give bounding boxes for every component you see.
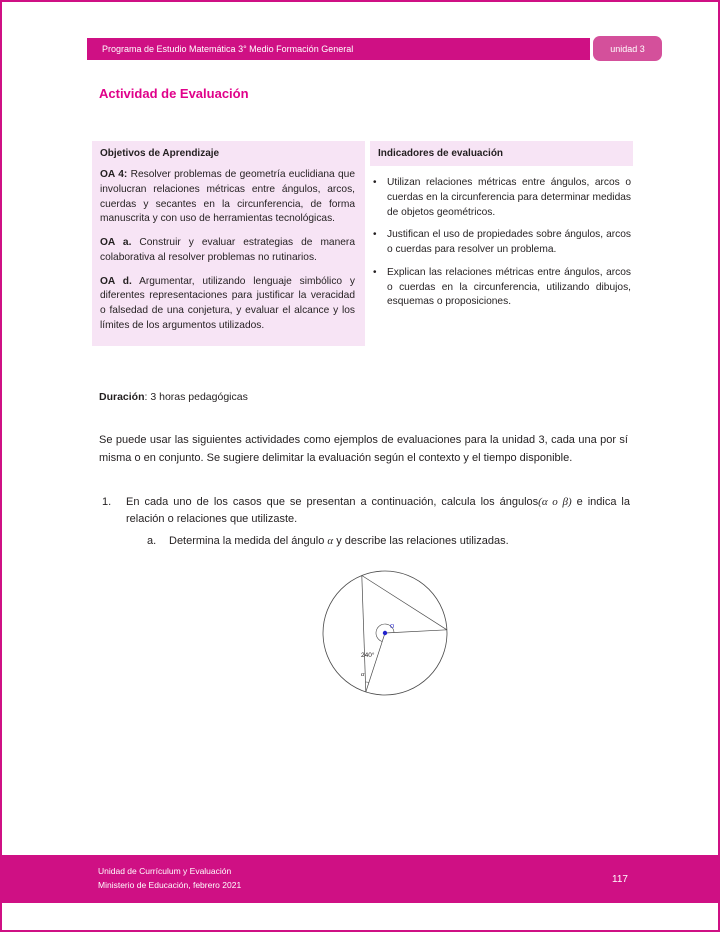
objective-oa4-text: Resolver problemas de geometría euclidiana que involucran relaciones métricas entre ángulos, arcos, cuerdas y secantes en la circunferencia, de forma manuscrita y con uso de herramientas tecnológicas. bbox=[100, 169, 355, 225]
bullet-icon: • bbox=[373, 266, 377, 278]
objectives-table bbox=[92, 141, 633, 346]
question-1a bbox=[147, 533, 627, 550]
question-1a-text-pre: Determina la medida del ángulo bbox=[169, 535, 328, 547]
center-label: O bbox=[390, 624, 395, 630]
indicators-header: Indicadores de evaluación bbox=[370, 141, 633, 166]
footer-line2: Ministerio de Educación, febrero 2021 bbox=[98, 880, 242, 890]
bullet-icon: • bbox=[373, 177, 377, 188]
indicator-text: Utilizan relaciones métricas entre ángulos, arcos o cuerdas en la circunferencia para determinar medidas de objetos geométricos. bbox=[387, 177, 631, 218]
central-angle-label: 240° bbox=[361, 652, 375, 659]
chord-ab bbox=[362, 576, 447, 630]
indicator-text: Explican las relaciones métricas entre ángulos, arcos o cuerdas en la circunferencia, utilizando dibujos, esquemas o proposiciones. bbox=[387, 266, 631, 308]
page-title: Actividad de Evaluación bbox=[99, 86, 249, 101]
objective-oaa bbox=[100, 236, 355, 266]
bullet-icon: • bbox=[373, 229, 377, 241]
objectives-header: Objetivos de Aprendizaje bbox=[100, 148, 220, 159]
indicators-column bbox=[370, 141, 633, 346]
objective-oa4 bbox=[100, 168, 355, 227]
page-number: 117 bbox=[612, 873, 628, 885]
objectives-column bbox=[92, 141, 365, 346]
question-1-math: (α o β) bbox=[538, 496, 572, 508]
objective-oad-text: Argumentar, utilizando lenguaje simbólico y diferentes representaciones para justificar la veracidad o falsedad de una conjetura, y evaluar el alcance y los límites de los argumentos utilizados. bbox=[100, 275, 355, 332]
footer-line1: Unidad de Currículum y Evaluación bbox=[98, 866, 232, 877]
unit-badge bbox=[593, 36, 662, 61]
duration-label: Duración bbox=[99, 391, 145, 403]
duration-line bbox=[99, 391, 248, 403]
radius-oc bbox=[366, 633, 385, 692]
question-1-text bbox=[126, 494, 630, 528]
intro-paragraph: Se puede usar las siguientes actividades como ejemplos de evaluaciones para la unidad 3, cada una por sí misma o en conjunto. Se sugiere delimitar la evaluación según el contexto y el tiempo disponible. bbox=[99, 434, 628, 464]
circle-geometry-figure bbox=[305, 558, 475, 708]
objective-oad-label: OA d. bbox=[100, 275, 132, 287]
duration-value: : 3 horas pedagógicas bbox=[144, 391, 248, 403]
objective-oaa-label: OA a. bbox=[100, 237, 132, 249]
objective-oad bbox=[100, 275, 355, 334]
indicators-list bbox=[370, 176, 633, 310]
question-1-text-post: e indica la relación o relaciones que utilizaste. bbox=[126, 496, 630, 526]
question-1a-number: a. bbox=[147, 535, 157, 547]
center-point bbox=[383, 631, 387, 635]
objective-oa4-label: OA 4: bbox=[100, 169, 128, 180]
alpha-angle-arc bbox=[365, 682, 368, 683]
question-1a-math: α bbox=[327, 535, 334, 547]
question-1-number: 1. bbox=[102, 496, 112, 508]
indicator-item bbox=[370, 228, 631, 258]
indicator-item bbox=[370, 266, 631, 310]
program-title: Programa de Estudio Matemática 3° Medio Formación General bbox=[102, 44, 354, 54]
footer-text bbox=[98, 865, 241, 892]
question-1-text-pre: En cada uno de los casos que se presentan a continuación, calcula los ángulos bbox=[126, 496, 539, 508]
header-bar bbox=[87, 38, 590, 60]
objective-oaa-text: Construir y evaluar estrategias de manera colaborativa al resolver problemas no rutinarios. bbox=[100, 237, 355, 263]
unit-badge-label: unidad 3 bbox=[610, 43, 645, 54]
indicator-item bbox=[370, 176, 631, 220]
footer-bar bbox=[2, 855, 718, 903]
radius-ob bbox=[385, 630, 447, 633]
question-1 bbox=[102, 494, 630, 528]
indicator-text: Justifican el uso de propiedades sobre ángulos, arcos o cuerdas para resolver un problema. bbox=[387, 229, 631, 256]
alpha-label: α bbox=[361, 671, 365, 678]
question-1a-text bbox=[169, 533, 509, 550]
question-1a-text-post: y describe las relaciones utilizadas. bbox=[333, 535, 509, 547]
